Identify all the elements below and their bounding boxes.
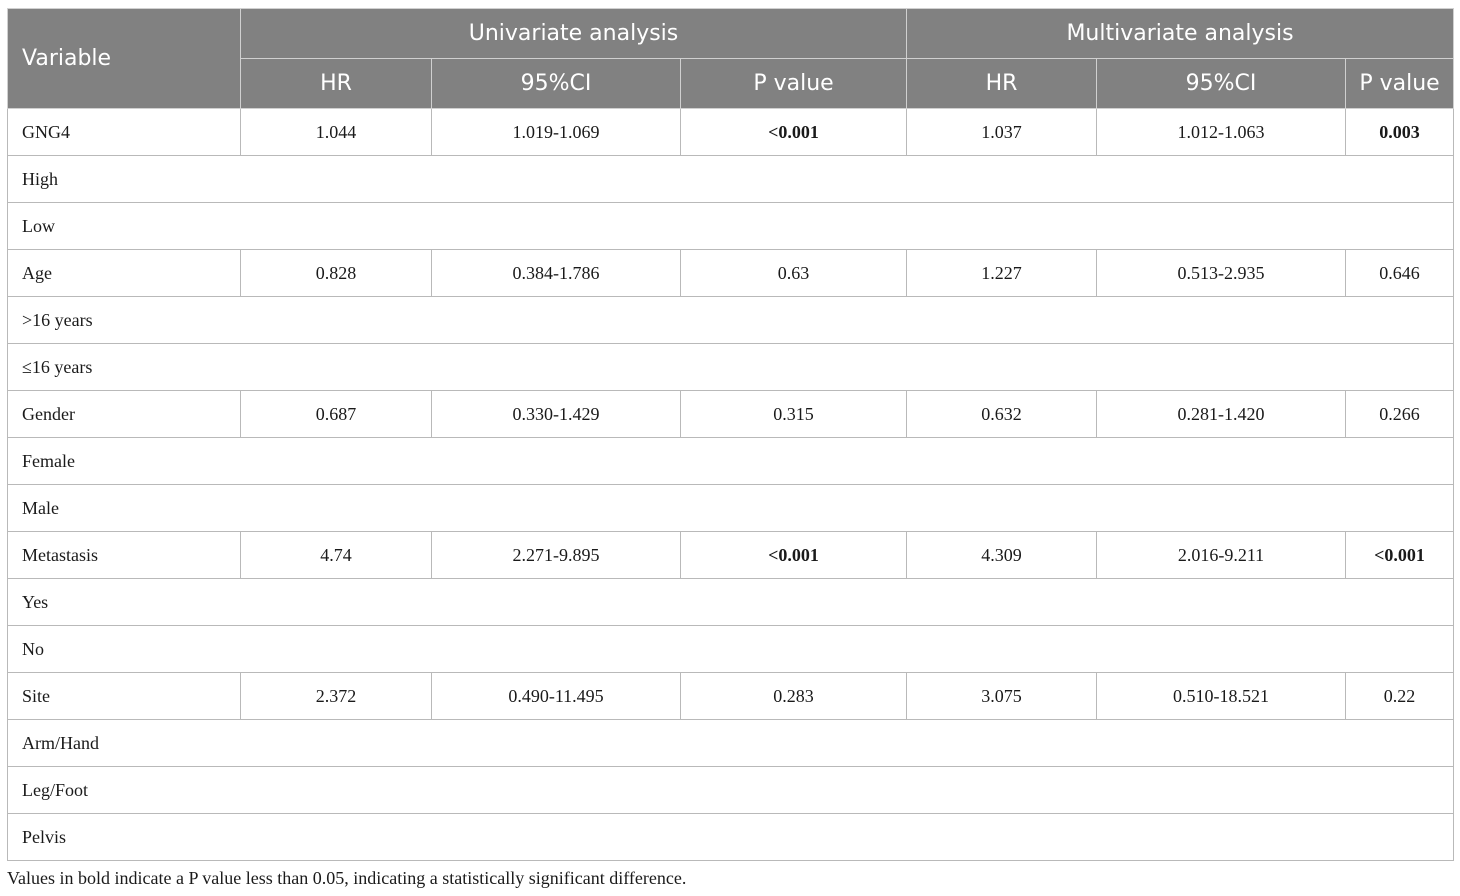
row-label: >16 years — [8, 297, 1454, 344]
cell-u-p: <0.001 — [681, 109, 907, 156]
cell-m-ci: 1.012-1.063 — [1097, 109, 1346, 156]
cell-m-hr: 1.037 — [907, 109, 1097, 156]
header-univariate-hr: HR — [241, 59, 432, 109]
header-variable: Variable — [8, 9, 241, 109]
row-label: Yes — [8, 579, 1454, 626]
table-row — [8, 156, 1454, 203]
cell-u-hr: 2.372 — [241, 673, 432, 720]
cell-u-p: 0.315 — [681, 391, 907, 438]
header-univariate: Univariate analysis — [241, 9, 907, 59]
table-row — [8, 532, 1454, 579]
header-multivariate-ci: 95%CI — [1097, 59, 1346, 109]
table-row — [8, 203, 1454, 250]
row-label: Metastasis — [8, 532, 241, 579]
cell-m-p: 0.266 — [1346, 391, 1454, 438]
cell-m-hr: 1.227 — [907, 250, 1097, 297]
table-row — [8, 297, 1454, 344]
table-row — [8, 250, 1454, 297]
table-row — [8, 767, 1454, 814]
cell-m-p: <0.001 — [1346, 532, 1454, 579]
table-row — [8, 438, 1454, 485]
row-label: Low — [8, 203, 1454, 250]
row-label: ≤16 years — [8, 344, 1454, 391]
cell-m-ci: 2.016-9.211 — [1097, 532, 1346, 579]
header-univariate-p: P value — [681, 59, 907, 109]
table-row — [8, 626, 1454, 673]
cell-u-ci: 0.330-1.429 — [432, 391, 681, 438]
cell-u-ci: 2.271-9.895 — [432, 532, 681, 579]
cell-u-hr: 4.74 — [241, 532, 432, 579]
cell-m-ci: 0.510-18.521 — [1097, 673, 1346, 720]
row-label: Arm/Hand — [8, 720, 1454, 767]
row-label: GNG4 — [8, 109, 241, 156]
header-univariate-ci: 95%CI — [432, 59, 681, 109]
cell-m-hr: 0.632 — [907, 391, 1097, 438]
row-label: Female — [8, 438, 1454, 485]
row-label: Male — [8, 485, 1454, 532]
table-row — [8, 673, 1454, 720]
cell-u-p: 0.63 — [681, 250, 907, 297]
cell-u-p: <0.001 — [681, 532, 907, 579]
table-row — [8, 344, 1454, 391]
table-row — [8, 109, 1454, 156]
cell-m-p: 0.003 — [1346, 109, 1454, 156]
cell-m-p: 0.646 — [1346, 250, 1454, 297]
table-row — [8, 579, 1454, 626]
header-multivariate-hr: HR — [907, 59, 1097, 109]
table-row — [8, 485, 1454, 532]
cell-m-ci: 0.513-2.935 — [1097, 250, 1346, 297]
cell-m-hr: 3.075 — [907, 673, 1097, 720]
row-label: High — [8, 156, 1454, 203]
table-row — [8, 720, 1454, 767]
table-row — [8, 391, 1454, 438]
table-body — [8, 109, 1454, 861]
cell-u-ci: 0.384-1.786 — [432, 250, 681, 297]
cell-u-ci: 1.019-1.069 — [432, 109, 681, 156]
cell-u-hr: 0.687 — [241, 391, 432, 438]
cell-u-ci: 0.490-11.495 — [432, 673, 681, 720]
cell-m-p: 0.22 — [1346, 673, 1454, 720]
row-label: Site — [8, 673, 241, 720]
cell-u-hr: 0.828 — [241, 250, 432, 297]
cell-u-p: 0.283 — [681, 673, 907, 720]
row-label: Gender — [8, 391, 241, 438]
row-label: No — [8, 626, 1454, 673]
row-label: Age — [8, 250, 241, 297]
table-header — [8, 9, 1454, 109]
cell-m-hr: 4.309 — [907, 532, 1097, 579]
header-multivariate-p: P value — [1346, 59, 1454, 109]
table-footnote: Values in bold indicate a P value less than 0.05, indicating a statistically significant difference. — [7, 868, 687, 888]
header-multivariate: Multivariate analysis — [907, 9, 1454, 59]
cell-u-hr: 1.044 — [241, 109, 432, 156]
row-label: Leg/Foot — [8, 767, 1454, 814]
cell-m-ci: 0.281-1.420 — [1097, 391, 1346, 438]
row-label: Pelvis — [8, 814, 1454, 861]
cox-regression-table — [7, 8, 1454, 861]
table-row — [8, 814, 1454, 861]
